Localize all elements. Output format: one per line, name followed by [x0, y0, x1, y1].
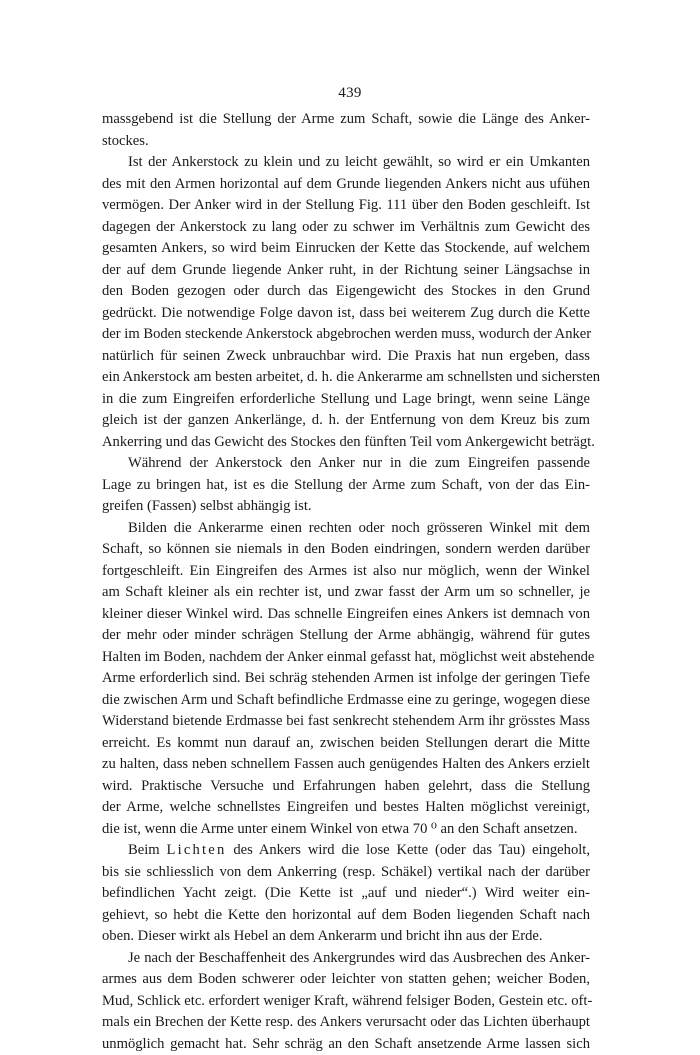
text-line: dagegen der Ankerstock zu lang oder zu schwer im Verhältnis zum Gewicht des — [102, 217, 590, 239]
text-line: Während der Ankerstock den Anker nur in die zum Eingreifen passende — [102, 453, 590, 475]
text-line: fortgeschleift. Ein Eingreifen des Armes ist also nur möglich, wenn der Winkel — [102, 561, 590, 583]
text-line: der mehr oder minder schrägen Stellung der Arme abhängig, während für gutes — [102, 625, 590, 647]
text-line: ein Ankerstock am besten arbeitet, d. h. die Ankerarme am schnellsten und sichersten — [102, 367, 590, 389]
text-line: Ist der Ankerstock zu klein und zu leicht gewählt, so wird er ein Umkanten — [102, 152, 590, 174]
text-line: die ist, wenn die Arme unter einem Winkel von etwa 70 ⁰ an den Schaft ansetzen. — [102, 819, 590, 841]
text-line: der auf dem Grunde liegende Anker ruht, in der Richtung seiner Längsachse in — [102, 260, 590, 282]
text-line: Ankerring und das Gewicht des Stockes den fünften Teil vom Ankergewicht beträgt. — [102, 432, 590, 454]
text-line: gesamten Ankers, so wird beim Einrucken der Kette das Stockende, auf welchem — [102, 238, 590, 260]
text-line: Lage zu bringen hat, ist es die Stellung der Arme zum Schaft, von der das Ein- — [102, 475, 590, 497]
text-line: Widerstand bietende Erdmasse bei fast senkrecht stehendem Arm ihr grösstes Mass — [102, 711, 590, 733]
text-line: erreicht. Es kommt nun darauf an, zwischen beiden Stellungen derart die Mitte — [102, 733, 590, 755]
text-line: Schaft, so können sie niemals in den Boden eindringen, sondern werden darüber — [102, 539, 590, 561]
text-line: Je nach der Beschaffenheit des Ankergrundes wird das Ausbrechen des Anker- — [102, 948, 590, 970]
text-segment: des Ankers wird die lose Kette (oder das Tau) eingeholt, — [226, 842, 590, 858]
text-line: armes aus dem Boden schwerer oder leichter von statten gehen; weicher Boden, — [102, 969, 590, 991]
text-line: zu halten, dass neben schnellem Fassen auch genügendes Halten des Ankers erzielt — [102, 754, 590, 776]
text-line: gedrückt. Die notwendige Folge davon ist, dass bei weiterem Zug durch die Kette — [102, 303, 590, 325]
text-segment: Beim — [128, 842, 166, 858]
text-line: mals ein Brechen der Kette resp. des Ankers verursacht oder das Lichten überhaupt — [102, 1012, 590, 1034]
body-text — [102, 109, 590, 1055]
text-line: Bilden die Ankerarme einen rechten oder noch grösseren Winkel mit dem — [102, 518, 590, 540]
text-line: des mit den Armen horizontal auf dem Grunde liegenden Ankers nicht aus ufühen — [102, 174, 590, 196]
text-line: in die zum Eingreifen erforderliche Stellung und Lage bringt, wenn seine Länge — [102, 389, 590, 411]
text-line: den Boden gezogen oder durch das Eigengewicht des Stockes in den Grund — [102, 281, 590, 303]
text-line: Arme erforderlich sind. Bei schräg stehenden Armen ist infolge der geringen Tiefe — [102, 668, 590, 690]
text-line: Mud, Schlick etc. erfordert weniger Kraft, während felsiger Boden, Gestein etc. oft- — [102, 991, 590, 1013]
text-line: die zwischen Arm und Schaft befindliche Erdmasse eine zu geringe, wogegen diese — [102, 690, 590, 712]
text-line: bis sie schliesslich von dem Ankerring (resp. Schäkel) vertikal nach der darüber — [102, 862, 590, 884]
page-number: 439 — [0, 85, 700, 102]
text-line: massgebend ist die Stellung der Arme zum Schaft, sowie die Länge des Anker- — [102, 109, 590, 131]
text-line: wird. Praktische Versuche und Erfahrungen haben gelehrt, dass die Stellung — [102, 776, 590, 798]
text-line: der Arme, welche schnellstes Eingreifen und bestes Halten möglichst vereinigt, — [102, 797, 590, 819]
text-line: greifen (Fassen) selbst abhängig ist. — [102, 496, 590, 518]
text-line: unmöglich gemacht hat. Sehr schräg an den Schaft ansetzende Arme lassen sich — [102, 1034, 590, 1055]
text-line: Halten im Boden, nachdem der Anker einmal gefasst hat, möglichst weit abstehende — [102, 647, 590, 669]
text-line: am Schaft kleiner als ein rechter ist, und zwar fasst der Arm um so schneller, je — [102, 582, 590, 604]
spaced-term: Lichten — [166, 842, 226, 858]
text-line: befindlichen Yacht zeigt. (Die Kette ist „auf und nieder“.) Wird weiter ein- — [102, 883, 590, 905]
text-line: kleiner dieser Winkel wird. Das schnelle Eingreifen eines Ankers ist demnach von — [102, 604, 590, 626]
text-line: der im Boden steckende Ankerstock abgebrochen werden muss, wodurch der Anker — [102, 324, 590, 346]
text-line: natürlich für seinen Zweck unbrauchbar wird. Die Praxis hat nun ergeben, dass — [102, 346, 590, 368]
text-line — [102, 840, 590, 862]
text-line: gleich ist der ganzen Ankerlänge, d. h. der Entfernung von dem Kreuz bis zum — [102, 410, 590, 432]
text-line: gehievt, so hebt die Kette den horizontal auf dem Boden liegenden Schaft nach — [102, 905, 590, 927]
text-line: stockes. — [102, 131, 590, 153]
text-line: oben. Dieser wirkt als Hebel an dem Ankerarm und bricht ihn aus der Erde. — [102, 926, 590, 948]
text-line: vermögen. Der Anker wird in der Stellung Fig. 111 über den Boden geschleift. Ist — [102, 195, 590, 217]
